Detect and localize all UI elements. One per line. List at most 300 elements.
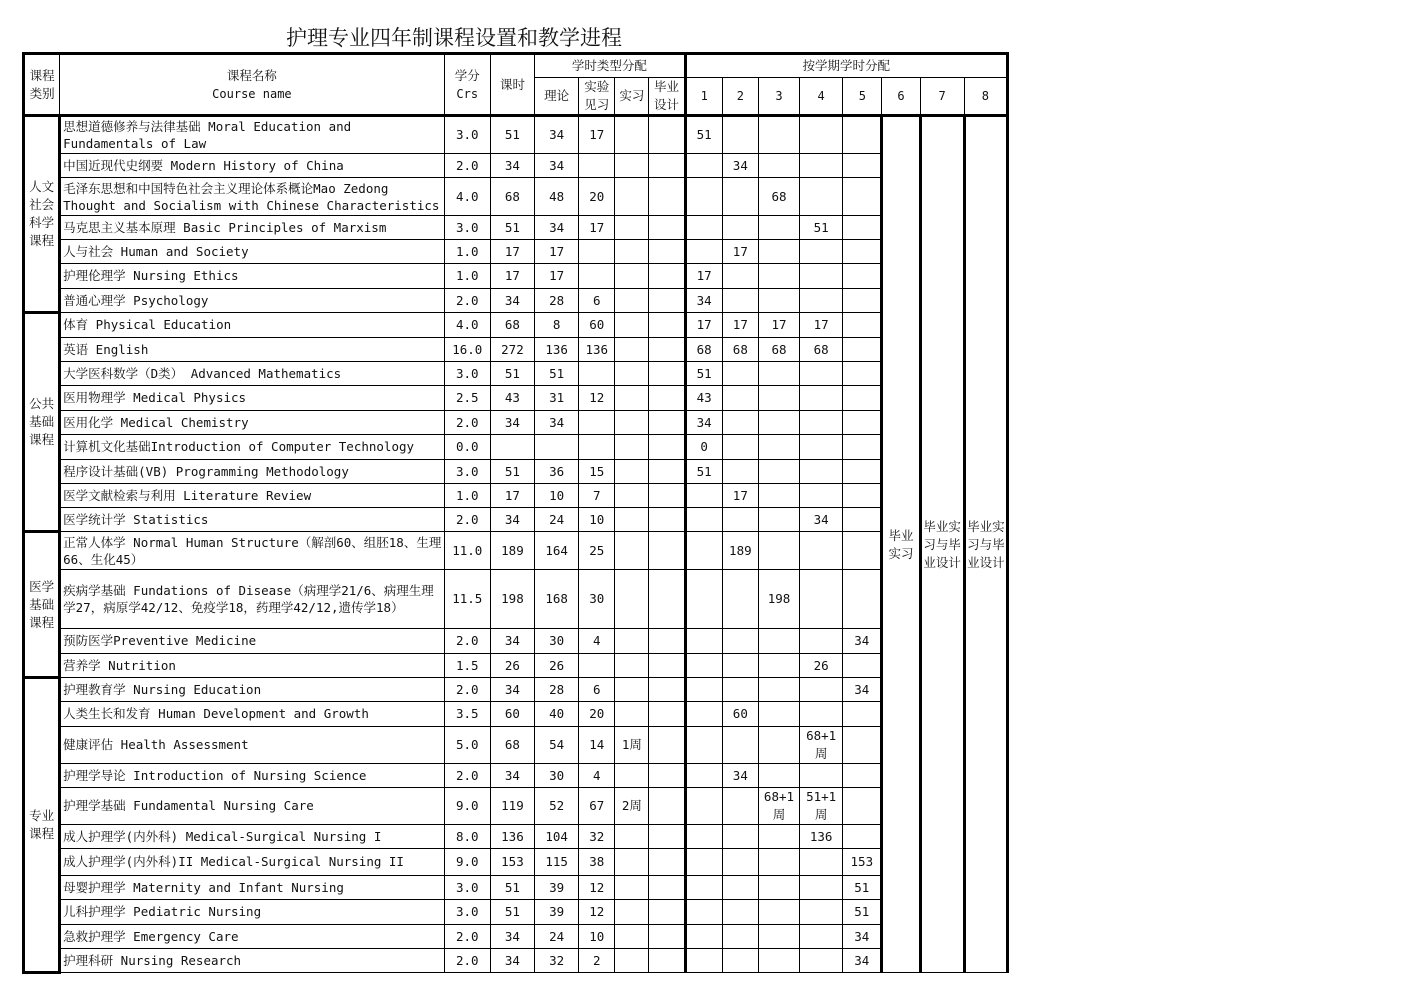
cell-s3: [758, 678, 799, 702]
table-row: [24, 154, 1008, 178]
cell-s5: [843, 460, 882, 484]
cell-design: [649, 702, 685, 727]
cell-hrs: 51: [490, 116, 534, 154]
cell-s5: [843, 240, 882, 264]
cell-lab: [579, 654, 615, 678]
cell-design: [649, 216, 685, 240]
cell-s3: [758, 484, 799, 508]
cell-s3: [758, 460, 799, 484]
cell-crs: 11.5: [444, 570, 490, 629]
cell-design: [649, 570, 685, 629]
cell-s1: [685, 654, 722, 678]
cell-crs: 2.0: [444, 764, 490, 788]
cell-crs: 9.0: [444, 788, 490, 825]
cell-prac: [615, 900, 649, 925]
table-row: [24, 386, 1008, 411]
cell-s3: 68+1周: [758, 788, 799, 825]
cell-s5: [843, 508, 882, 532]
cell-s1: [685, 702, 722, 727]
cell-s4: [800, 264, 843, 289]
table-row: [24, 216, 1008, 240]
cell-prac: [615, 876, 649, 900]
cell-crs: 9.0: [444, 849, 490, 876]
cell-prac: 1周: [615, 727, 649, 764]
cell-theory: [535, 435, 579, 460]
course-name-cell: 母婴护理学 Maternity and Infant Nursing: [60, 876, 445, 900]
cell-s4: [800, 116, 843, 154]
cell-s5: [843, 788, 882, 825]
cell-crs: 3.0: [444, 216, 490, 240]
course-name-cell: 儿科护理学 Pediatric Nursing: [60, 900, 445, 925]
header-semester-5: 5: [843, 78, 882, 116]
cell-lab: 30: [579, 570, 615, 629]
course-name-cell: 思想道德修养与法律基础 Moral Education and Fundamentals of Law: [60, 116, 445, 154]
cell-design: [649, 925, 685, 949]
course-name-cell: 马克思主义基本原理 Basic Principles of Marxism: [60, 216, 445, 240]
cell-s2: [722, 264, 758, 289]
cell-s3: [758, 925, 799, 949]
cell-lab: [579, 264, 615, 289]
course-name-cell: 医用物理学 Medical Physics: [60, 386, 445, 411]
cell-prac: [615, 678, 649, 702]
cell-hrs: 34: [490, 678, 534, 702]
cell-hrs: 17: [490, 240, 534, 264]
cell-lab: 12: [579, 876, 615, 900]
cell-s1: 17: [685, 264, 722, 289]
header-course-name-en: Course name: [212, 86, 292, 101]
cell-crs: 2.0: [444, 925, 490, 949]
cell-s5: [843, 702, 882, 727]
cell-prac: [615, 702, 649, 727]
header-semester-group: 按学期学时分配: [685, 54, 1007, 78]
course-name-cell: 体育 Physical Education: [60, 313, 445, 338]
cell-s3: [758, 654, 799, 678]
cell-s3: [758, 116, 799, 154]
cell-s4: [800, 386, 843, 411]
cell-theory: 30: [535, 764, 579, 788]
cell-s5: [843, 216, 882, 240]
cell-lab: 4: [579, 764, 615, 788]
cell-theory: 52: [535, 788, 579, 825]
cell-s4: 136: [800, 825, 843, 849]
cell-s3: 17: [758, 313, 799, 338]
cell-s1: 68: [685, 338, 722, 362]
cell-hrs: 136: [490, 825, 534, 849]
cell-hrs: 34: [490, 925, 534, 949]
table-row: [24, 240, 1008, 264]
semester-7-note: 毕业实习与毕业设计: [920, 116, 964, 973]
cell-crs: 2.0: [444, 411, 490, 435]
category-cell: 医学基础课程: [24, 532, 60, 678]
cell-lab: [579, 154, 615, 178]
header-practice: 实习: [615, 78, 649, 116]
cell-lab: 38: [579, 849, 615, 876]
cell-s2: [722, 386, 758, 411]
cell-theory: 30: [535, 629, 579, 654]
cell-s4: [800, 702, 843, 727]
cell-s1: 51: [685, 116, 722, 154]
cell-theory: 51: [535, 362, 579, 386]
cell-s2: [722, 362, 758, 386]
cell-s1: [685, 484, 722, 508]
cell-s4: 68: [800, 338, 843, 362]
header-course-name: [60, 54, 445, 116]
cell-prac: [615, 116, 649, 154]
course-name-cell: 计算机文化基础Introduction of Computer Technology: [60, 435, 445, 460]
cell-lab: 10: [579, 925, 615, 949]
table-row: [24, 925, 1008, 949]
table-row: [24, 264, 1008, 289]
cell-s2: [722, 460, 758, 484]
cell-prac: [615, 338, 649, 362]
cell-s5: [843, 154, 882, 178]
cell-s5: [843, 264, 882, 289]
header-category: 课程类别: [24, 54, 60, 116]
cell-hrs: 198: [490, 570, 534, 629]
course-name-cell: 护理学基础 Fundamental Nursing Care: [60, 788, 445, 825]
cell-crs: 16.0: [444, 338, 490, 362]
table-row: [24, 338, 1008, 362]
header-semester-6: 6: [882, 78, 920, 116]
cell-s2: 34: [722, 764, 758, 788]
cell-lab: 60: [579, 313, 615, 338]
table-row: [24, 460, 1008, 484]
header-semester-1: 1: [685, 78, 722, 116]
cell-hrs: 272: [490, 338, 534, 362]
header-semester-7: 7: [920, 78, 964, 116]
cell-lab: 67: [579, 788, 615, 825]
cell-s5: [843, 435, 882, 460]
cell-s4: 51+1周: [800, 788, 843, 825]
cell-s4: [800, 289, 843, 313]
table-row: [24, 849, 1008, 876]
cell-prac: [615, 508, 649, 532]
header-semester-8: 8: [964, 78, 1007, 116]
cell-prac: [615, 240, 649, 264]
cell-s3: [758, 702, 799, 727]
cell-theory: 48: [535, 178, 579, 216]
table-row: [24, 435, 1008, 460]
cell-hrs: 34: [490, 508, 534, 532]
cell-lab: [579, 435, 615, 460]
cell-hrs: 17: [490, 484, 534, 508]
cell-theory: 54: [535, 727, 579, 764]
cell-s5: [843, 386, 882, 411]
cell-s4: [800, 678, 843, 702]
cell-design: [649, 678, 685, 702]
cell-design: [649, 629, 685, 654]
cell-s5: [843, 727, 882, 764]
cell-prac: [615, 849, 649, 876]
header-graduation-design: 毕业设计: [649, 78, 685, 116]
cell-prac: [615, 178, 649, 216]
course-name-cell: 护理学导论 Introduction of Nursing Science: [60, 764, 445, 788]
cell-s3: [758, 532, 799, 570]
table-row: [24, 116, 1008, 154]
table-row: [24, 629, 1008, 654]
table-row: [24, 727, 1008, 764]
cell-prac: [615, 764, 649, 788]
cell-s4: 51: [800, 216, 843, 240]
cell-s3: [758, 849, 799, 876]
cell-s5: [843, 362, 882, 386]
cell-design: [649, 240, 685, 264]
cell-lab: [579, 362, 615, 386]
cell-s1: 51: [685, 362, 722, 386]
cell-prac: [615, 460, 649, 484]
course-name-cell: 人与社会 Human and Society: [60, 240, 445, 264]
cell-hrs: 34: [490, 949, 534, 973]
course-name-cell: 营养学 Nutrition: [60, 654, 445, 678]
cell-prac: [615, 654, 649, 678]
cell-design: [649, 178, 685, 216]
cell-s3: [758, 240, 799, 264]
header-hour-types: 学时类型分配: [535, 54, 686, 78]
table-row: [24, 178, 1008, 216]
cell-lab: 10: [579, 508, 615, 532]
cell-s2: [722, 876, 758, 900]
cell-s3: [758, 629, 799, 654]
cell-s2: 34: [722, 154, 758, 178]
cell-theory: 17: [535, 240, 579, 264]
cell-s4: [800, 849, 843, 876]
cell-hrs: 51: [490, 460, 534, 484]
cell-s5: [843, 289, 882, 313]
table-row: [24, 570, 1008, 629]
cell-prac: 2周: [615, 788, 649, 825]
cell-prac: [615, 435, 649, 460]
semester-6-note: 毕业实习: [882, 116, 920, 973]
cell-crs: 8.0: [444, 825, 490, 849]
cell-s2: [722, 949, 758, 973]
cell-s2: 17: [722, 484, 758, 508]
cell-s5: [843, 338, 882, 362]
table-row: [24, 678, 1008, 702]
cell-theory: 32: [535, 949, 579, 973]
cell-theory: 34: [535, 411, 579, 435]
cell-lab: 20: [579, 178, 615, 216]
header-semester-3: 3: [758, 78, 799, 116]
course-name-cell: 大学医科数学（D类） Advanced Mathematics: [60, 362, 445, 386]
cell-theory: 24: [535, 925, 579, 949]
cell-s1: [685, 876, 722, 900]
cell-s2: [722, 727, 758, 764]
category-cell: 专业课程: [24, 678, 60, 973]
cell-s4: 68+1周: [800, 727, 843, 764]
cell-s2: 60: [722, 702, 758, 727]
cell-s2: [722, 508, 758, 532]
cell-s4: [800, 411, 843, 435]
table-row: [24, 532, 1008, 570]
cell-design: [649, 154, 685, 178]
cell-lab: 25: [579, 532, 615, 570]
cell-s3: [758, 289, 799, 313]
cell-lab: [579, 411, 615, 435]
cell-prac: [615, 216, 649, 240]
cell-s3: 68: [758, 338, 799, 362]
cell-crs: 5.0: [444, 727, 490, 764]
cell-s5: 34: [843, 629, 882, 654]
cell-s5: [843, 411, 882, 435]
cell-theory: 39: [535, 876, 579, 900]
cell-hrs: 34: [490, 629, 534, 654]
course-name-cell: 英语 English: [60, 338, 445, 362]
cell-design: [649, 484, 685, 508]
cell-s4: 26: [800, 654, 843, 678]
cell-crs: 3.0: [444, 900, 490, 925]
table-row: [24, 654, 1008, 678]
cell-prac: [615, 313, 649, 338]
course-name-cell: 预防医学Preventive Medicine: [60, 629, 445, 654]
cell-s5: 51: [843, 900, 882, 925]
table-row: [24, 764, 1008, 788]
cell-theory: 36: [535, 460, 579, 484]
cell-lab: 2: [579, 949, 615, 973]
cell-s4: [800, 876, 843, 900]
cell-s1: 0: [685, 435, 722, 460]
cell-s3: [758, 386, 799, 411]
cell-theory: 104: [535, 825, 579, 849]
header-theory: 理论: [535, 78, 579, 116]
cell-lab: 12: [579, 386, 615, 411]
course-name-cell: 护理教育学 Nursing Education: [60, 678, 445, 702]
course-name-cell: 护理伦理学 Nursing Ethics: [60, 264, 445, 289]
cell-lab: 20: [579, 702, 615, 727]
cell-s3: [758, 264, 799, 289]
cell-design: [649, 411, 685, 435]
course-name-cell: 医学统计学 Statistics: [60, 508, 445, 532]
cell-s1: [685, 825, 722, 849]
header-credits-en: Crs: [456, 86, 479, 101]
cell-hrs: 60: [490, 702, 534, 727]
cell-theory: 136: [535, 338, 579, 362]
cell-design: [649, 532, 685, 570]
cell-s2: [722, 925, 758, 949]
cell-lab: 7: [579, 484, 615, 508]
cell-s1: [685, 764, 722, 788]
cell-crs: 3.0: [444, 460, 490, 484]
cell-s2: [722, 289, 758, 313]
cell-hrs: 26: [490, 654, 534, 678]
header-course-name-cn: 课程名称: [226, 67, 277, 83]
cell-crs: 2.0: [444, 154, 490, 178]
table-row: [24, 313, 1008, 338]
cell-lab: 17: [579, 116, 615, 154]
cell-s1: [685, 849, 722, 876]
cell-prac: [615, 484, 649, 508]
cell-crs: 2.5: [444, 386, 490, 411]
course-name-cell: 医用化学 Medical Chemistry: [60, 411, 445, 435]
cell-s2: [722, 900, 758, 925]
cell-lab: 32: [579, 825, 615, 849]
cell-s1: [685, 900, 722, 925]
cell-s1: 51: [685, 460, 722, 484]
cell-hrs: 51: [490, 362, 534, 386]
cell-s4: [800, 570, 843, 629]
cell-s4: [800, 925, 843, 949]
cell-s5: [843, 116, 882, 154]
cell-crs: 1.0: [444, 240, 490, 264]
cell-hrs: 17: [490, 264, 534, 289]
course-name-cell: 成人护理学(内外科)II Medical-Surgical Nursing II: [60, 849, 445, 876]
cell-design: [649, 313, 685, 338]
cell-hrs: 34: [490, 289, 534, 313]
cell-s5: [843, 178, 882, 216]
cell-s4: [800, 484, 843, 508]
cell-theory: 34: [535, 116, 579, 154]
course-name-cell: 毛泽东思想和中国特色社会主义理论体系概论Mao Zedong Thought and Socialism with Chinese Characteristics: [60, 178, 445, 216]
cell-s3: [758, 154, 799, 178]
cell-design: [649, 949, 685, 973]
cell-crs: 11.0: [444, 532, 490, 570]
cell-hrs: 68: [490, 727, 534, 764]
cell-s3: [758, 949, 799, 973]
cell-lab: 12: [579, 900, 615, 925]
cell-theory: 10: [535, 484, 579, 508]
cell-theory: 34: [535, 154, 579, 178]
cell-hrs: 43: [490, 386, 534, 411]
cell-s2: [722, 570, 758, 629]
cell-design: [649, 362, 685, 386]
cell-s1: 43: [685, 386, 722, 411]
cell-s2: [722, 435, 758, 460]
curriculum-table: [22, 52, 1009, 974]
cell-s4: [800, 629, 843, 654]
cell-design: [649, 338, 685, 362]
cell-crs: 3.5: [444, 702, 490, 727]
cell-hrs: 51: [490, 876, 534, 900]
cell-hrs: 34: [490, 411, 534, 435]
cell-s2: [722, 629, 758, 654]
course-name-cell: 护理科研 Nursing Research: [60, 949, 445, 973]
cell-hrs: 51: [490, 216, 534, 240]
cell-theory: 39: [535, 900, 579, 925]
cell-s4: [800, 949, 843, 973]
cell-s3: [758, 727, 799, 764]
cell-design: [649, 900, 685, 925]
cell-design: [649, 289, 685, 313]
cell-crs: 2.0: [444, 678, 490, 702]
cell-theory: 40: [535, 702, 579, 727]
cell-s5: 51: [843, 876, 882, 900]
cell-prac: [615, 629, 649, 654]
course-name-cell: 正常人体学 Normal Human Structure（解剖60、组胚18、生理66、生化45）: [60, 532, 445, 570]
table-row: [24, 289, 1008, 313]
cell-s2: 17: [722, 240, 758, 264]
cell-design: [649, 264, 685, 289]
cell-hrs: 119: [490, 788, 534, 825]
cell-hrs: 51: [490, 900, 534, 925]
cell-s1: [685, 678, 722, 702]
cell-s4: [800, 178, 843, 216]
cell-s1: [685, 925, 722, 949]
cell-s1: [685, 178, 722, 216]
cell-s2: [722, 216, 758, 240]
cell-s2: [722, 825, 758, 849]
cell-prac: [615, 289, 649, 313]
cell-s5: [843, 570, 882, 629]
cell-theory: 8: [535, 313, 579, 338]
cell-s5: [843, 532, 882, 570]
table-row: [24, 788, 1008, 825]
cell-theory: 34: [535, 216, 579, 240]
cell-crs: 0.0: [444, 435, 490, 460]
cell-s3: [758, 508, 799, 532]
cell-s5: 34: [843, 949, 882, 973]
cell-design: [649, 654, 685, 678]
cell-prac: [615, 570, 649, 629]
cell-hrs: 34: [490, 764, 534, 788]
